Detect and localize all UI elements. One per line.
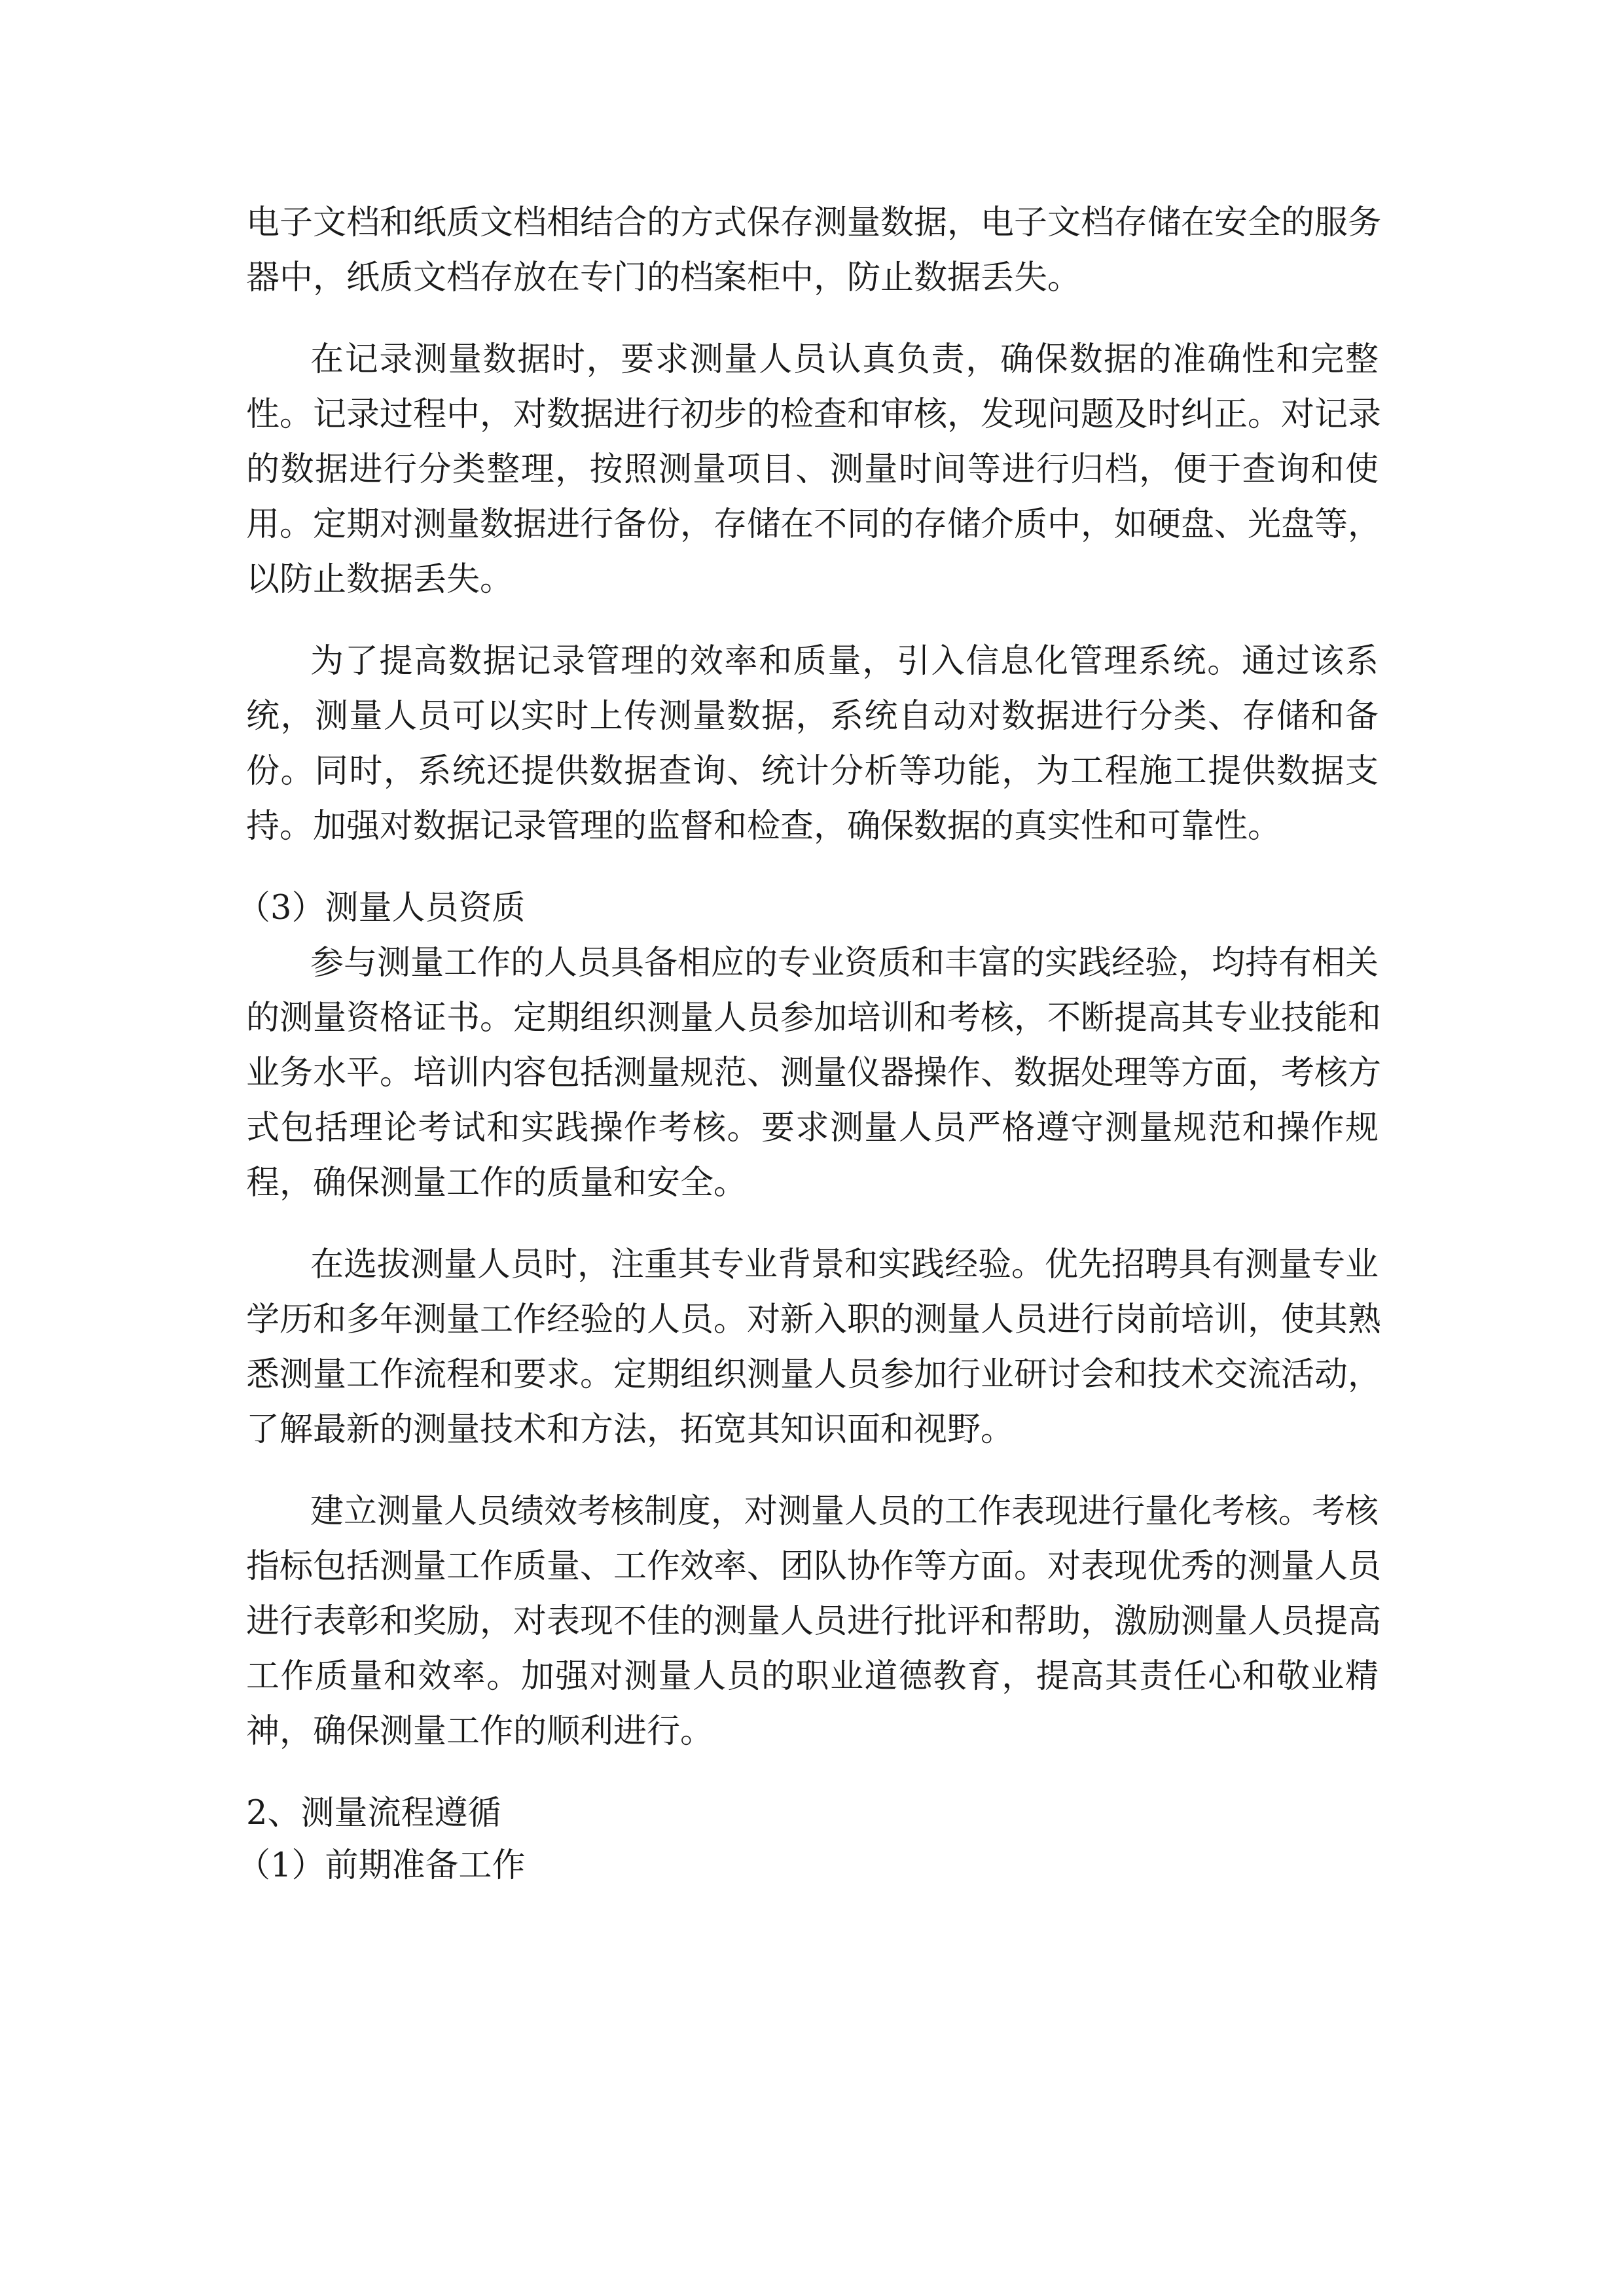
- text-line: 业务水平。培训内容包括测量规范、测量仪器操作、数据处理等方面，考核方: [246, 1054, 1382, 1092]
- text-line: 在记录测量数据时，要求测量人员认真负责，确保数据的准确性和完整: [310, 340, 1379, 379]
- text-line: 器中，纸质文档存放在专门的档案柜中，防止数据丢失。: [246, 259, 1081, 297]
- text-line: 性。记录过程中，对数据进行初步的检查和审核，发现问题及时纠正。对记录: [246, 395, 1382, 434]
- text-line: 以防止数据丢失。: [246, 560, 514, 599]
- text-line: 悉测量工作流程和要求。定期组织测量人员参加行业研讨会和技术交流活动，: [246, 1355, 1382, 1394]
- text-line: 用。定期对测量数据进行备份，存储在不同的存储介质中，如硬盘、光盘等，: [246, 505, 1382, 544]
- subsection-heading: （1）前期准备工作: [237, 1846, 526, 1885]
- text-line: 电子文档和纸质文档相结合的方式保存测量数据，电子文档存储在安全的服务: [246, 204, 1382, 242]
- section-heading: （3）测量人员资质: [237, 889, 526, 927]
- text-line: 份。同时，系统还提供数据查询、统计分析等功能，为工程施工提供数据支: [246, 752, 1379, 791]
- text-line: 进行表彰和奖励，对表现不佳的测量人员进行批评和帮助，激励测量人员提高: [246, 1602, 1382, 1641]
- section-heading: 2、测量流程遵循: [246, 1794, 501, 1833]
- text-line: 为了提高数据记录管理的效率和质量，引入信息化管理系统。通过该系: [310, 642, 1379, 681]
- text-line: 式包括理论考试和实践操作考核。要求测量人员严格遵守测量规范和操作规: [246, 1109, 1379, 1147]
- text-line: 建立测量人员绩效考核制度，对测量人员的工作表现进行量化考核。考核: [310, 1492, 1379, 1531]
- text-line: 统，测量人员可以实时上传测量数据，系统自动对数据进行分类、存储和备: [246, 697, 1379, 736]
- text-line: 工作质量和效率。加强对测量人员的职业道德教育，提高其责任心和敬业精: [246, 1657, 1379, 1696]
- text-line: 持。加强对数据记录管理的监督和检查，确保数据的真实性和可靠性。: [246, 807, 1282, 846]
- text-line: 神，确保测量工作的顺利进行。: [246, 1712, 714, 1751]
- text-line: 的测量资格证书。定期组织测量人员参加培训和考核，不断提高其专业技能和: [246, 999, 1382, 1037]
- text-line: 学历和多年测量工作经验的人员。对新入职的测量人员进行岗前培训，使其熟: [246, 1300, 1382, 1339]
- text-line: 了解最新的测量技术和方法，拓宽其知识面和视野。: [246, 1410, 1015, 1449]
- text-line: 指标包括测量工作质量、工作效率、团队协作等方面。对表现优秀的测量人员: [246, 1547, 1382, 1586]
- text-line: 在选拔测量人员时，注重其专业背景和实践经验。优先招聘具有测量专业: [310, 1246, 1379, 1284]
- text-line: 程，确保测量工作的质量和安全。: [246, 1164, 748, 1202]
- text-line: 参与测量工作的人员具备相应的专业资质和丰富的实践经验，均持有相关: [310, 944, 1379, 982]
- text-line: 的数据进行分类整理，按照测量项目、测量时间等进行归档，便于查询和使: [246, 450, 1379, 489]
